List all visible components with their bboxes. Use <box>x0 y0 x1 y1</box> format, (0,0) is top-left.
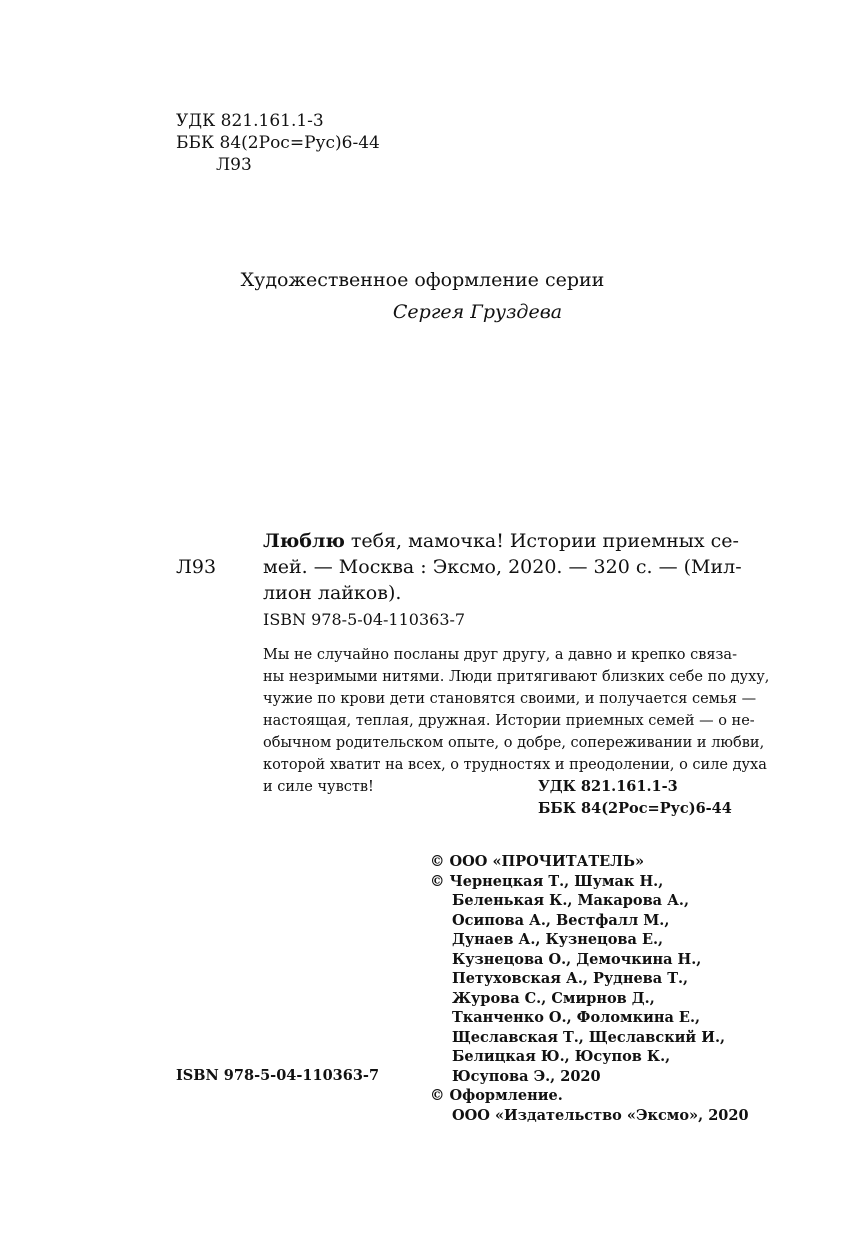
classification-codes-bottom <box>538 776 732 820</box>
bbk-code: ББК 84(2Рос=Рус)6-44 <box>176 133 380 153</box>
citation-line-3: лион лайков). <box>263 582 402 604</box>
credit-line: Художественное оформление серии <box>240 269 605 291</box>
copyright-line: Журова С., Смирнов Д., <box>452 989 655 1007</box>
annotation-line: чужие по крови дети становятся своими, и получается семья — <box>263 691 757 707</box>
credit-designer: Сергея Груздева <box>392 301 563 323</box>
copyright-line: © ООО «ПРОЧИТАТЕЛЬ» <box>430 853 645 870</box>
copyright-line: Кузнецова О., Демочкина Н., <box>452 950 702 968</box>
copyright-line: © Оформление. <box>430 1087 563 1104</box>
copyright-line: ООО «Издательство «Эксмо», 2020 <box>452 1106 749 1124</box>
citation-line-1: тебя, мамочка! Истории приемных се- <box>350 530 739 552</box>
classification-codes <box>176 110 380 176</box>
copyright-line: Осипова А., Вестфалл М., <box>452 911 670 929</box>
copyright-line: Юсупова Э., 2020 <box>452 1067 601 1085</box>
series-design-credit <box>0 264 845 328</box>
annotation-line: настоящая, теплая, дружная. Истории приемных семей — о не- <box>263 713 755 729</box>
copyright-line: Щеславская Т., Щеславский И., <box>452 1028 726 1046</box>
bibliographic-citation <box>263 528 742 606</box>
citation-title-word: Люблю <box>263 530 345 552</box>
copyright-line: Петуховская А., Руднева Т., <box>452 970 689 987</box>
annotation <box>263 644 770 798</box>
annotation-line: ны незримыми нитями. Люди притягивают близких себе по духу, <box>263 669 770 685</box>
citation-author-sign: Л93 <box>176 556 217 578</box>
annotation-line: обычном родительском опыте, о добре, сопереживании и любви, <box>263 735 765 751</box>
annotation-line: которой хватит на всех, о трудностях и преодолении, о силе духа <box>263 757 767 773</box>
copyright-line: Тканченко О., Фоломкина Е., <box>452 1009 701 1026</box>
annotation-line: Мы не случайно посланы друг другу, а давно и крепко связа- <box>263 647 737 663</box>
citation-isbn: ISBN 978-5-04-110363-7 <box>263 610 466 629</box>
copyright-line: Беленькая К., Макарова А., <box>452 892 690 909</box>
isbn-bottom: ISBN 978-5-04-110363-7 <box>176 1067 380 1084</box>
bbk-code-bottom: ББК 84(2Рос=Рус)6-44 <box>538 800 732 817</box>
udk-code-bottom: УДК 821.161.1-3 <box>538 778 678 795</box>
citation-line-2: мей. — Москва : Эксмо, 2020. — 320 с. — (Мил- <box>263 556 742 578</box>
udk-code: УДК 821.161.1-3 <box>176 111 324 131</box>
copyright-block <box>430 852 749 1125</box>
copyright-line: Дунаев А., Кузнецова Е., <box>452 931 664 948</box>
author-sign: Л93 <box>216 155 252 175</box>
annotation-line: и силе чувств! <box>263 779 374 795</box>
copyright-line: © Чернецкая Т., Шумак Н., <box>430 872 664 890</box>
copyright-line: Белицкая Ю., Юсупов К., <box>452 1048 671 1065</box>
